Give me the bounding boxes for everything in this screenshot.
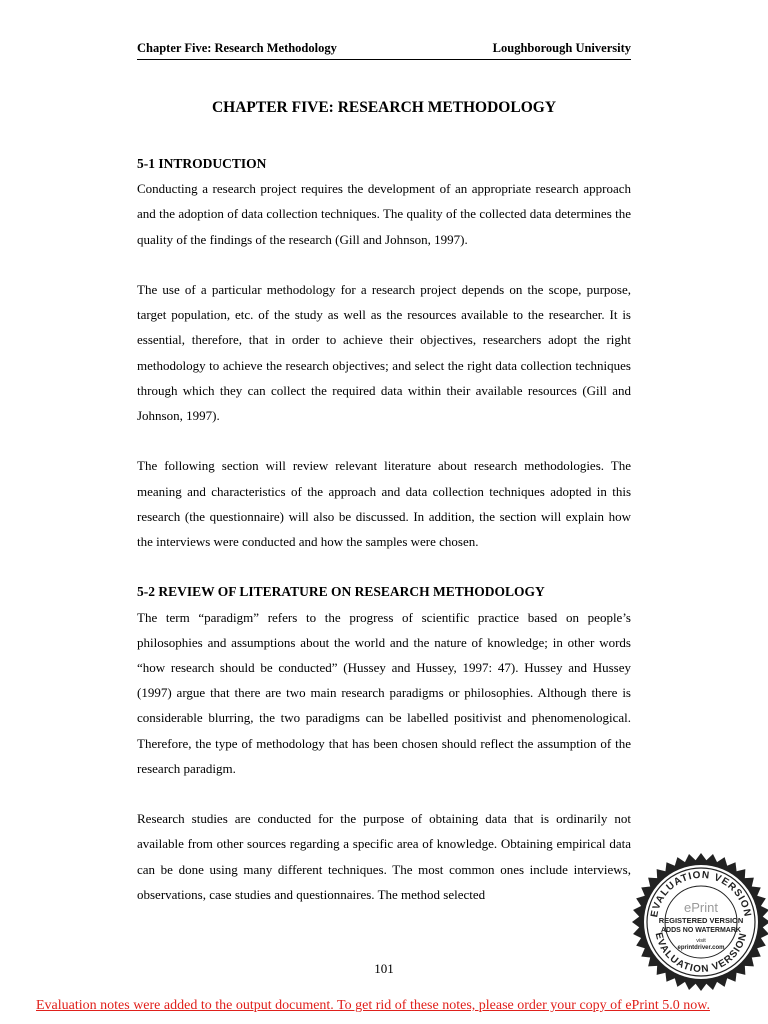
stamp-url: eprintdriver.com — [677, 945, 725, 951]
stamp-bottom-arc: EVALUATION VERSION — [652, 931, 750, 976]
evaluation-note-link[interactable]: Evaluation notes were added to the output document. To get rid of these notes, please order your copy of ePrint 5.0 now. — [36, 998, 710, 1013]
paragraph: The following section will review relevant literature about research methodologies. The meaning and characteristics of the approach and data collection techniques adopted in this research (the questionnaire) will also be discussed. In addition, the section will explain how the interviews were conducted and how the samples were chosen. — [137, 458, 631, 550]
paragraph: The use of a particular methodology for a research project depends on the scope, purpose, target population, etc. of the study as well as the resources available to the researcher. It is essential, therefore, that in order to achieve their objectives, researchers adopt the right methodology to achieve the research objectives; and select the right data collection techniques through which they can collect the required data within their available resources (Gill and Johnson, 1997). — [137, 282, 631, 424]
page-number: 101 — [374, 961, 394, 976]
header-university: Loughborough University — [492, 41, 631, 55]
paragraph: Conducting a research project requires the development of an appropriate research approach and the adoption of data collection techniques. The quality of the collected data determines the quality of the findings of the research (Gill and Johnson, 1997). — [137, 181, 631, 247]
header-chapter: Chapter Five: Research Methodology — [137, 41, 337, 55]
eprint-evaluation-stamp-icon — [631, 852, 768, 992]
stamp-line1: REGISTERED VERSION — [658, 916, 744, 925]
stamp-visit: visit — [696, 938, 706, 944]
section-heading-review: 5-2 REVIEW OF LITERATURE ON RESEARCH METHODOLOGY — [137, 584, 545, 600]
header-rule — [137, 59, 631, 60]
chapter-title: CHAPTER FIVE: RESEARCH METHODOLOGY — [211, 99, 557, 116]
stamp-brand: ePrint — [684, 900, 718, 915]
section-heading-introduction: 5-1 INTRODUCTION — [137, 156, 267, 171]
paragraph: Research studies are conducted for the purpose of obtaining data that is ordinarily not available from other sources regarding a specific area of knowledge. Obtaining empirical data can be done using many different techniques. The most common ones include interviews, observations, case studies and questionnaires. The method selected — [137, 811, 631, 902]
paragraph: The term “paradigm” refers to the progress of scientific practice based on people’s philosophies and assumptions about the world and the nature of knowledge; in other words “how research should be conducted” (Hussey and Hussey, 1997: 47). Hussey and Hussey (1997) argue that there are two main research paradigms or philosophies. Although there is considerable blurring, the two paradigms can be labelled positivist and phenomenological. Therefore, the type of methodology that has been chosen should reflect the assumption of the research paradigm. — [137, 609, 631, 776]
running-header — [137, 41, 631, 56]
stamp-line2: ADDS NO WATERMARK — [661, 927, 741, 934]
body-text — [137, 151, 631, 907]
stamp-top-arc: EVALUATION VERSION — [649, 869, 753, 919]
